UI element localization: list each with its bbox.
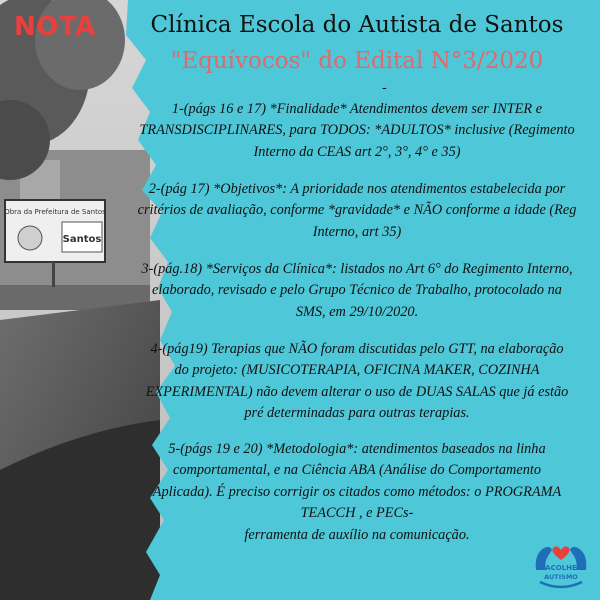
note-item-5 (118, 439, 596, 546)
page-subtitle: "Equívocos" do Edital N°3/2020 (170, 48, 544, 74)
logo-text-line2: AUTISMO (544, 573, 578, 581)
note-line: 5-(págs 19 e 20) *Metodologia*: atendimentos baseados na linha (168, 441, 546, 457)
note-line: ferramenta de auxílio na comunicação. (244, 526, 470, 543)
note-line: TRANSDISCIPLINARES, para TODOS: *ADULTOS* inclusive (Regimento (139, 122, 575, 139)
note-line: pré determinadas para outras terapias. (244, 405, 470, 422)
note-line: EXPERIMENTAL) não devem alterar o uso de DUAS SALAS que já estão (145, 383, 569, 400)
note-item-2 (118, 179, 596, 243)
note-line: Interno da CEAS art 2°, 3°, 4° e 35) (253, 143, 461, 160)
page-title: Clínica Escola do Autista de Santos (150, 12, 564, 38)
note-line: 2-(pág 17) *Objetivos*: A prioridade nos atendimentos estabelecida por (148, 181, 566, 197)
note-line: do projeto: (MUSICOTERAPIA, OFICINA MAKER, COZINHA (174, 362, 540, 379)
note-line: 3-(pág.18) *Serviços da Clínica*: listados no Art 6° do Regimento Interno, (141, 261, 573, 277)
note-item-4 (118, 339, 596, 425)
note-line: SMS, em 29/10/2020. (295, 303, 419, 320)
sign-name-text: Santos (62, 234, 102, 245)
logo-text-line1: ACOLHE (545, 564, 577, 572)
note-line: elaborado, revisado e pelo Grupo Técnico de Trabalho, protocolado na (152, 282, 562, 299)
note-line: Aplicada). É preciso corrigir os citados como métodos: o PROGRAMA (152, 483, 562, 500)
note-line: TEACCH , e PECs- (300, 505, 414, 522)
note-line: 1-(págs 16 e 17) *Finalidade* Atendimentos devem ser INTER e (171, 101, 543, 117)
note-item-1 (118, 99, 596, 163)
note-line: comportamental, e na Ciência ABA (Análise do Comportamento (173, 462, 541, 479)
heart-icon (552, 546, 569, 560)
separator-dash: - (382, 80, 387, 96)
note-line: 4-(pág19) Terapias que NÃO foram discutidas pelo GTT, na elaboração (150, 341, 564, 357)
acolhe-autismo-logo (530, 532, 592, 594)
note-item-3 (118, 259, 596, 323)
note-line: Interno, art 35) (312, 223, 402, 240)
note-line: critérios de avaliação, conforme *gravidade* e NÃO conforme a idade (Reg (137, 202, 577, 219)
nota-label: NOTA (14, 12, 96, 42)
sign-header-text: Obra da Prefeitura de Santos (4, 208, 106, 216)
